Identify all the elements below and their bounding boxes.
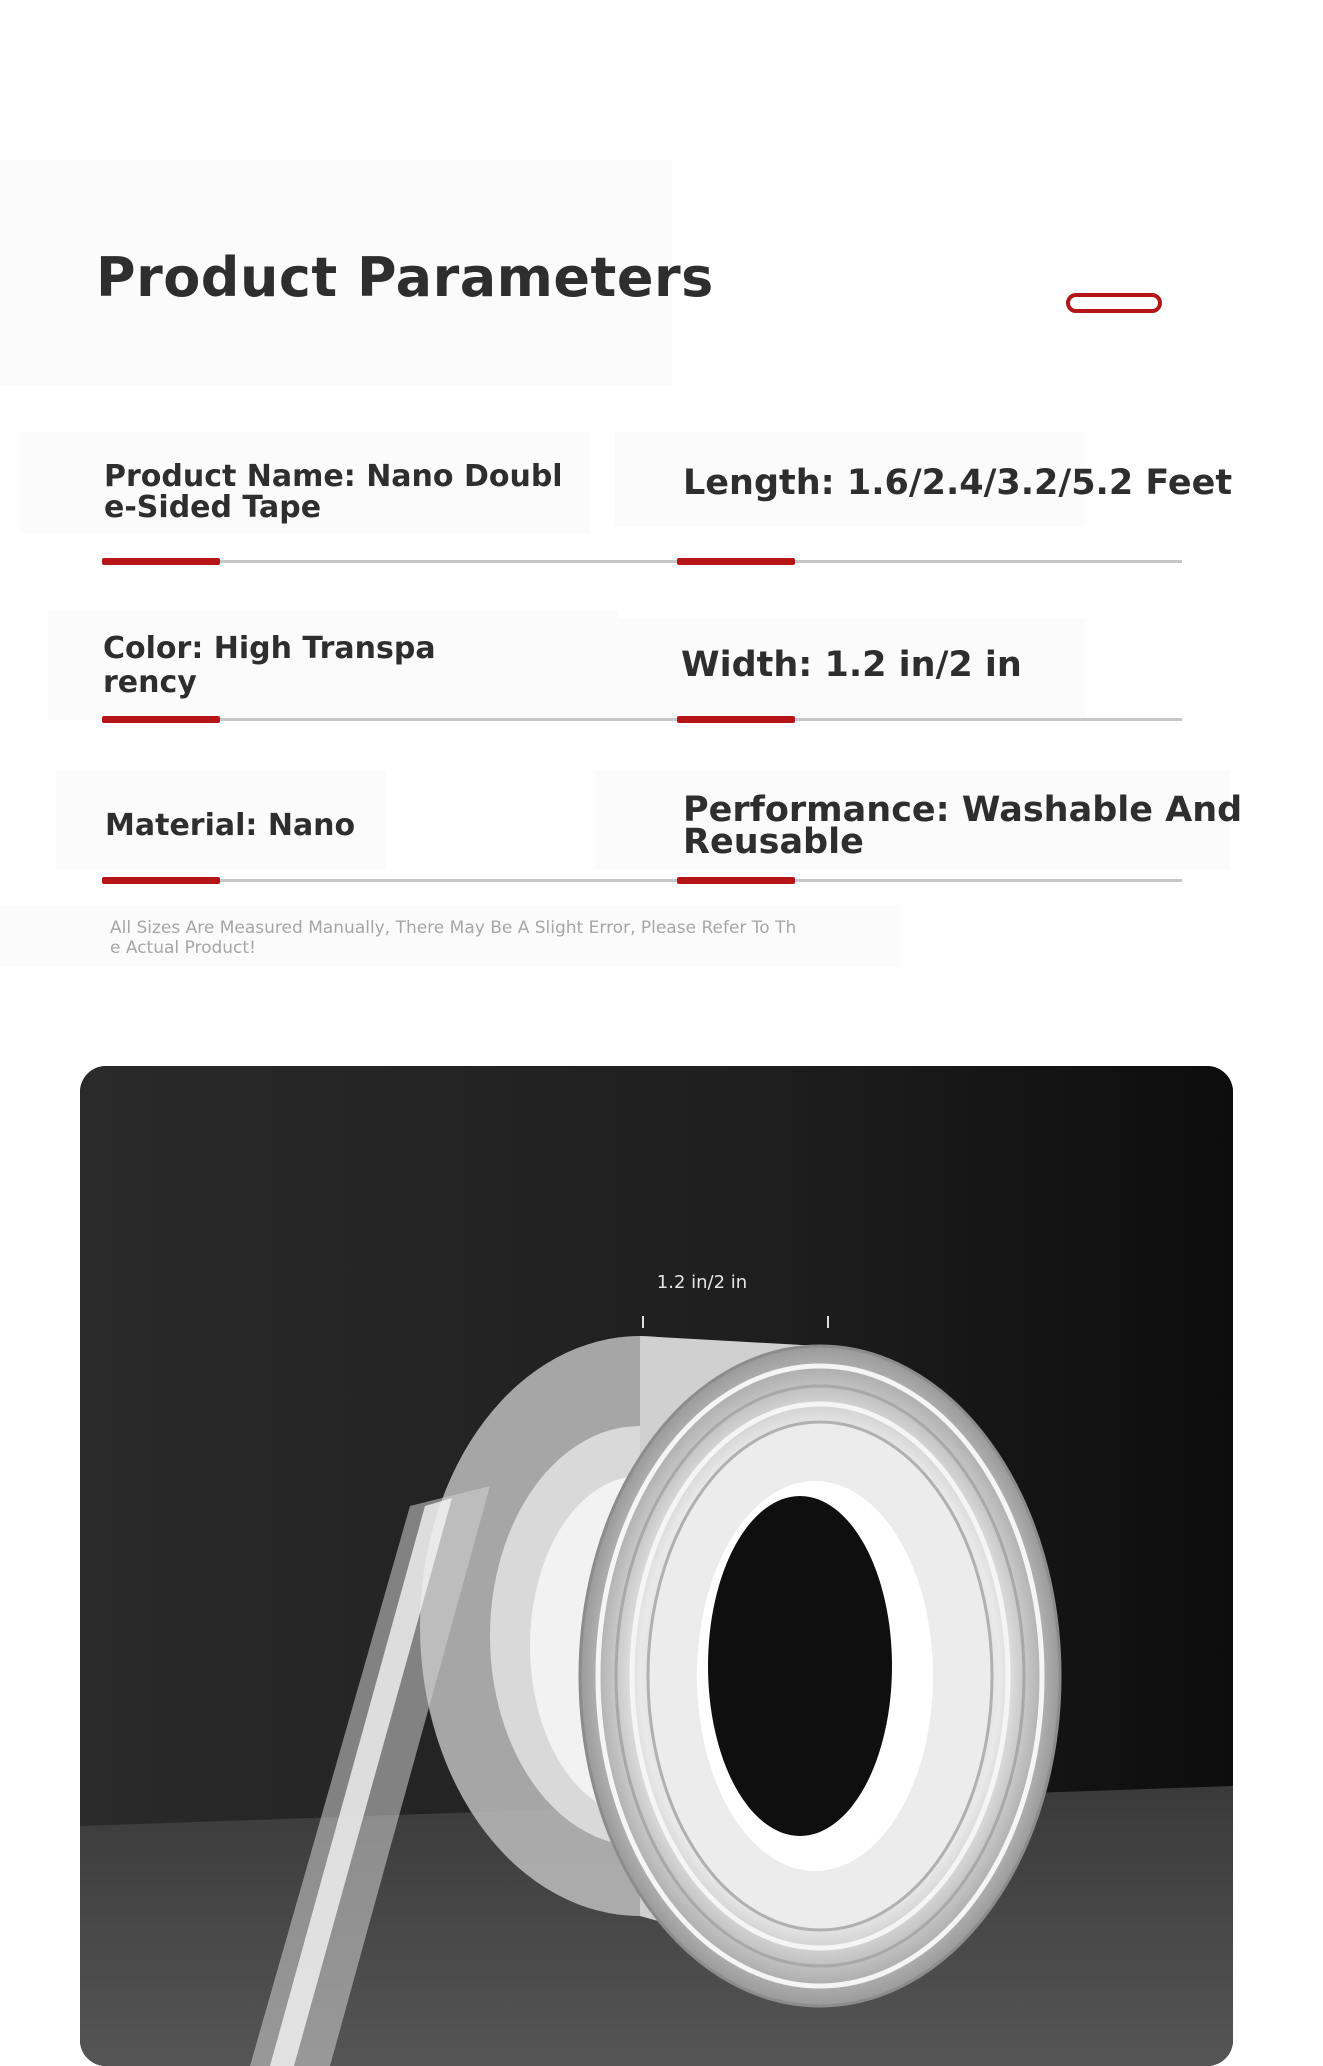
param-performance [683, 790, 1243, 862]
param-product-name-accent [102, 558, 220, 565]
param-performance-accent [677, 877, 795, 884]
disclaimer-line1: All Sizes Are Measured Manually, There May Be A Slight Error, Please Refer To Th [110, 918, 797, 938]
param-product-name [104, 459, 563, 525]
param-performance-line2: Reusable [683, 822, 864, 862]
param-color [103, 632, 436, 700]
disclaimer-line2: e Actual Product! [110, 938, 256, 958]
param-product-name-line1: Product Name: Nano Doubl [104, 459, 563, 494]
param-length-line1: Length: 1.6/2.4/3.2/5.2 Feet [683, 463, 1233, 503]
param-length [683, 463, 1233, 503]
param-material [105, 808, 356, 843]
param-length-accent [677, 558, 795, 565]
decorative-pill [1066, 293, 1162, 313]
param-color-line2: rency [103, 665, 197, 700]
param-color-accent [102, 716, 220, 723]
tape-roll-illustration [80, 1066, 1233, 2066]
param-width-line1: Width: 1.2 in/2 in [681, 645, 1022, 685]
product-photo [80, 1066, 1233, 2066]
param-width-accent [677, 716, 795, 723]
param-color-line1: Color: High Transpa [103, 631, 436, 666]
measurement-disclaimer [110, 918, 800, 958]
param-material-accent [102, 877, 220, 884]
param-material-line1: Material: Nano [105, 808, 356, 843]
page-title: Product Parameters [96, 246, 714, 309]
param-product-name-line2: e-Sided Tape [104, 489, 322, 525]
width-dimension-label: 1.2 in/2 in [656, 1272, 748, 1293]
param-width [681, 645, 1022, 685]
param-performance-line1: Performance: Washable And [683, 790, 1243, 830]
